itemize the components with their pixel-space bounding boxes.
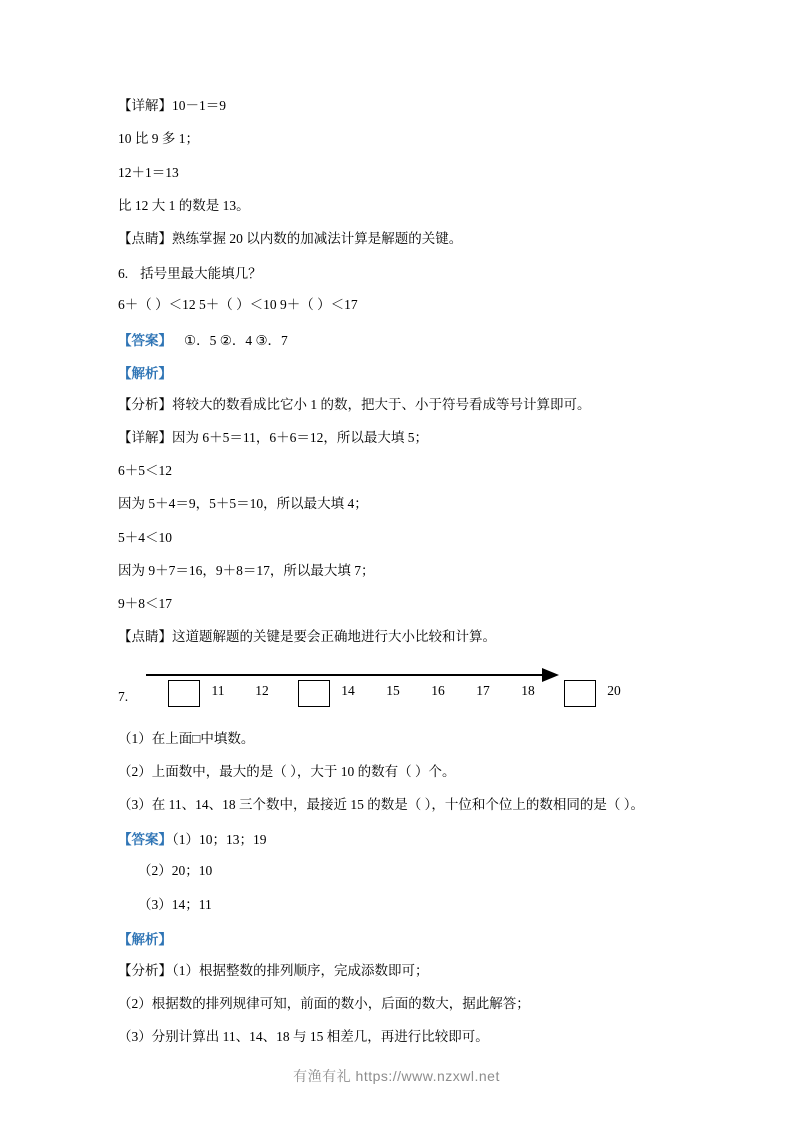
question-6-detail-line-3: 5＋4＜10 — [118, 529, 172, 545]
analysis-label: 【解析】 — [118, 931, 172, 947]
question-6-detail — [118, 428, 701, 448]
blank-box-2[interactable] — [298, 680, 330, 707]
question-7-analysis-2: （2）根据数的排列规律可知，前面的数小，后面的数大，据此解答； — [118, 996, 530, 1011]
question-7-analysis-3: （3）分别计算出 11、14、18 与 15 相差几，再进行比较即可。 — [118, 1029, 489, 1045]
question-6-detail-line-5: 9＋8＜17 — [118, 596, 172, 611]
watermark: 有渔有礼 https://www.nzxwl.net — [293, 1068, 500, 1084]
detail-label: 【详解】 — [118, 429, 172, 445]
question-6-number: 6. — [118, 266, 129, 282]
number-20: 20 — [607, 682, 621, 698]
question-7-answer-2: （2）20；10 — [138, 863, 213, 879]
question-7-analysis-tag — [118, 928, 701, 948]
number-15: 15 — [386, 682, 400, 698]
question-6-detail-line-2: 因为 5＋4＝9，5＋5＝10，所以最大填 4； — [118, 496, 368, 512]
answer-label: 【答案】 — [118, 832, 172, 848]
question-7-analysis-1: 【分析】（1）根据整数的排列顺序，完成添数即可； — [118, 962, 429, 978]
question-7-sub-1: （1）在上面□中填数。 — [118, 730, 255, 746]
question-6-answer — [118, 329, 701, 349]
detail-line-3: 12＋1＝13 — [118, 164, 179, 180]
number-line-arrow — [146, 669, 566, 681]
analysis-text: 将较大的数看成比它小 1 的数，把大于、小于符号看成等号计算即可。 — [172, 396, 591, 412]
detail-line-1: 【详解】10－1＝9 — [118, 98, 226, 113]
summary-line-1: 【点睛】熟练掌握 20 以内数的加减法计算是解题的关键。 — [118, 231, 463, 246]
number-14: 14 — [341, 682, 355, 698]
blank-box-3[interactable] — [564, 680, 596, 707]
analysis-label: 【解析】 — [118, 365, 172, 381]
question-6-detail-line-1: 6＋5＜12 — [118, 463, 172, 478]
arrow-head-icon — [542, 668, 559, 682]
detail-text: 因为 6＋5＝11，6＋6＝12，所以最大填 5； — [172, 429, 428, 445]
arrow-shaft — [146, 674, 544, 677]
answer-text: （1）10；13；19 — [172, 832, 267, 848]
question-7-number: 7. — [118, 688, 129, 704]
number-16: 16 — [431, 682, 445, 698]
question-6-text: 括号里最大能填几？ — [140, 266, 262, 282]
number-line-figure — [118, 661, 701, 715]
question-6-summary: 【点睛】这道题解题的关键是要会正确地进行大小比较和计算。 — [118, 629, 496, 645]
number-line-values — [146, 682, 621, 713]
number-18: 18 — [521, 682, 535, 698]
question-7-answer — [118, 828, 701, 848]
detail-line-4: 比 12 大 1 的数是 13。 — [118, 197, 250, 213]
number-11: 11 — [211, 682, 225, 698]
blank-box-1[interactable] — [168, 680, 200, 707]
question-6-stem — [118, 262, 701, 282]
question-6-detail-line-4: 因为 9＋7＝16，9＋8＝17，所以最大填 7； — [118, 562, 375, 578]
detail-line-2: 10 比 9 多 1； — [118, 131, 199, 147]
question-7-sub-3: （3）在 11、14、18 三个数中，最接近 15 的数是（ ），十位和个位上的数相同的是（ ）。 — [118, 797, 644, 812]
question-7-sub-2: （2）上面数中，最大的是（ ），大于 10 的数有（ ）个。 — [118, 763, 456, 779]
number-12: 12 — [255, 682, 269, 698]
question-7-answer-3: （3）14；11 — [138, 896, 212, 912]
question-6-analysis — [118, 395, 701, 415]
answer-label: 【答案】 — [118, 332, 172, 348]
question-6-analysis-tag — [118, 362, 701, 382]
number-17: 17 — [476, 682, 490, 698]
question-6-expressions: 6＋（ ）＜12 5＋（ ）＜10 9＋（ ）＜17 — [118, 297, 358, 313]
answer-text: ①．5 ②．4 ③．7 — [184, 332, 288, 348]
analysis-sublabel: 【分析】 — [118, 396, 172, 412]
